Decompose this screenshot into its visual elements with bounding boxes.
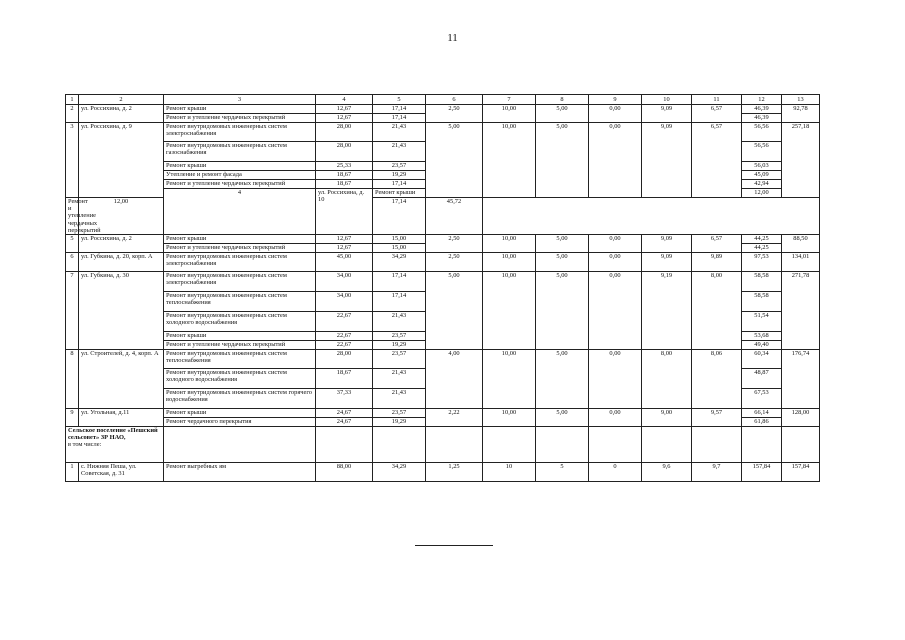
work-type-cell: Ремонт внутридомовых инженерных систем электроснабжения <box>164 252 316 271</box>
value-cell-col5: 17,14 <box>373 198 426 235</box>
value-cell-col6: 5,00 <box>426 123 483 198</box>
column-header: 13 <box>782 95 820 105</box>
value-cell-col12: 51,54 <box>742 311 782 331</box>
value-cell-col12: 97,53 <box>742 252 782 271</box>
value-cell-col4: 12,67 <box>316 234 373 243</box>
empty-cell <box>483 426 536 462</box>
address-cell: ул. Россихина, д. 2 <box>79 105 164 123</box>
value-cell-col7: 10 <box>483 462 536 481</box>
address-cell: ул. Россихина, д. 2 <box>79 234 164 252</box>
value-cell-col12: 44,25 <box>742 243 782 252</box>
value-cell-col6: 1,25 <box>426 462 483 481</box>
value-cell-col12: 53,68 <box>742 331 782 340</box>
table-row <box>66 105 820 114</box>
value-cell-col12: 60,34 <box>742 349 782 368</box>
value-cell-col10: 9,09 <box>642 105 692 123</box>
value-cell-col11: 8,06 <box>692 349 742 408</box>
empty-cell <box>536 426 589 462</box>
value-cell-col4: 34,00 <box>316 291 373 311</box>
work-type-cell: Утепление и ремонт фасада <box>164 171 316 180</box>
value-cell-col5: 17,14 <box>373 105 426 114</box>
work-type-cell: Ремонт и утепление чердачных перекрытий <box>164 114 316 123</box>
value-cell-col10: 9,09 <box>642 123 692 198</box>
value-cell-col4: 28,00 <box>316 349 373 368</box>
value-cell-col12: 66,14 <box>742 408 782 417</box>
value-cell-col9: 0,00 <box>589 123 642 198</box>
value-cell-col5: 21,43 <box>373 142 426 162</box>
value-cell-col4: 37,33 <box>316 388 373 408</box>
renovation-table <box>65 94 820 482</box>
value-cell-col5: 17,14 <box>373 180 426 189</box>
table-row <box>66 408 820 417</box>
value-cell-col11: 8,00 <box>692 271 742 349</box>
value-cell-col4: 12,67 <box>316 105 373 114</box>
work-type-cell: Ремонт и утепление чердачных перекрытий <box>164 243 316 252</box>
work-type-cell: Ремонт выгребных ям <box>164 462 316 481</box>
value-cell-col5: 23,57 <box>373 349 426 368</box>
value-cell-col8: 5 <box>536 462 589 481</box>
work-type-cell: Ремонт внутридомовых инженерных систем теплоснабжения <box>164 291 316 311</box>
value-cell-col9: 0 <box>589 462 642 481</box>
value-cell-col12: 58,58 <box>742 291 782 311</box>
value-cell-col12: 46,39 <box>742 105 782 114</box>
value-cell-col11: 6,57 <box>692 123 742 198</box>
value-cell-col5: 23,57 <box>373 162 426 171</box>
value-cell-col10: 9,09 <box>642 234 692 252</box>
value-cell-col5: 21,43 <box>373 368 426 388</box>
value-cell-col6: 2,50 <box>426 252 483 271</box>
value-cell-col9: 0,00 <box>589 234 642 252</box>
value-cell-col5: 17,14 <box>373 114 426 123</box>
total-cell: 257,18 <box>782 123 820 198</box>
column-header: 1 <box>66 95 79 105</box>
value-cell-col11: 9,57 <box>692 408 742 426</box>
row-number: 1 <box>66 462 79 481</box>
value-cell-col11: 6,57 <box>692 105 742 123</box>
work-type-cell: Ремонт и утепление чердачных перекрытий <box>164 180 316 189</box>
value-cell-col5: 19,29 <box>373 340 426 349</box>
empty-cell <box>316 426 373 462</box>
value-cell-col5: 19,29 <box>373 171 426 180</box>
value-cell-col8: 5,00 <box>536 234 589 252</box>
work-type-cell: Ремонт и утепление чердачных перекрытий <box>164 340 316 349</box>
work-type-cell: Ремонт внутридомовых инженерных систем горячего водоснабжения <box>164 388 316 408</box>
address-cell: ул. Строителей, д. 4, корп. А <box>79 349 164 408</box>
address-cell: ул. Губкина, д. 20, корп. А <box>79 252 164 271</box>
column-header: 7 <box>483 95 536 105</box>
value-cell-col5: 34,29 <box>373 462 426 481</box>
empty-cell <box>642 426 692 462</box>
row-number: 8 <box>66 349 79 408</box>
value-cell-col4: 24,67 <box>316 417 373 426</box>
value-cell-col10: 8,00 <box>642 349 692 408</box>
value-cell-col12: 58,58 <box>742 271 782 291</box>
header-row <box>66 95 820 105</box>
value-cell-col10: 9,09 <box>642 252 692 271</box>
work-type-cell: Ремонт крыши <box>164 105 316 114</box>
work-type-cell: Ремонт крыши <box>164 331 316 340</box>
value-cell-col9: 0,00 <box>589 408 642 426</box>
value-cell-col12: 61,86 <box>742 417 782 426</box>
value-cell-col10: 9,6 <box>642 462 692 481</box>
value-cell-col10: 9,00 <box>642 408 692 426</box>
column-header: 11 <box>692 95 742 105</box>
value-cell-col9: 0,00 <box>589 271 642 349</box>
work-type-cell: Ремонт крыши <box>164 408 316 417</box>
work-type-cell: Ремонт внутридомовых инженерных систем холодного водоснабжения <box>164 368 316 388</box>
column-header: 5 <box>373 95 426 105</box>
work-type-cell: Ремонт и утепление чердачных перекрытий <box>66 198 79 235</box>
work-type-cell: Ремонт внутридомовых инженерных систем холодного водоснабжения <box>164 311 316 331</box>
value-cell-col6: 4,00 <box>426 349 483 408</box>
value-cell-col4: 88,00 <box>316 462 373 481</box>
value-cell-col7: 10,00 <box>483 252 536 271</box>
table-row <box>66 349 820 368</box>
value-cell-col5: 15,00 <box>373 234 426 243</box>
address-cell: ул. Россихина, д. 9 <box>79 123 164 198</box>
total-cell: 92,78 <box>782 105 820 123</box>
empty-cell <box>782 426 820 462</box>
column-header: 10 <box>642 95 692 105</box>
value-cell-col5: 17,14 <box>373 291 426 311</box>
total-cell: 134,01 <box>782 252 820 271</box>
value-cell-col12: 157,84 <box>742 462 782 481</box>
page-number: 11 <box>447 32 458 44</box>
section-title-cell <box>66 426 164 462</box>
section-row <box>66 426 820 462</box>
value-cell-col6: 2,22 <box>426 408 483 426</box>
value-cell-col9: 0,00 <box>589 349 642 408</box>
value-cell-col5: 17,14 <box>373 271 426 291</box>
value-cell-col12: 42,94 <box>742 180 782 189</box>
row-number: 6 <box>66 252 79 271</box>
value-cell-col5: 21,43 <box>373 388 426 408</box>
empty-cell <box>692 426 742 462</box>
address-cell: ул. Россихина, д. 10 <box>316 189 373 235</box>
column-header: 2 <box>79 95 164 105</box>
value-cell-col8: 5,00 <box>536 105 589 123</box>
value-cell-col8: 5,00 <box>536 408 589 426</box>
row-number: 4 <box>164 189 316 235</box>
value-cell-col4: 18,67 <box>316 180 373 189</box>
table-body <box>66 95 820 482</box>
row-number: 5 <box>66 234 79 252</box>
value-cell-col9: 0,00 <box>589 105 642 123</box>
work-type-cell: Ремонт внутридомовых инженерных систем газоснабжения <box>164 142 316 162</box>
work-type-cell: Ремонт крыши <box>164 234 316 243</box>
empty-cell <box>426 426 483 462</box>
value-cell-col4: 18,67 <box>316 171 373 180</box>
work-type-cell: Ремонт внутридомовых инженерных систем теплоснабжения <box>164 349 316 368</box>
address-cell: ул. Угольная, д.11 <box>79 408 164 426</box>
value-cell-col4: 12,00 <box>79 198 164 235</box>
empty-cell <box>373 426 426 462</box>
value-cell-col6: 5,00 <box>426 271 483 349</box>
value-cell-col7: 10,00 <box>483 123 536 198</box>
value-cell-col4: 28,00 <box>316 142 373 162</box>
value-cell-col4: 22,67 <box>316 340 373 349</box>
value-cell-col8: 5,00 <box>536 271 589 349</box>
value-cell-col5: 23,57 <box>373 408 426 417</box>
work-type-cell: Ремонт крыши <box>164 162 316 171</box>
value-cell-col11: 9,7 <box>692 462 742 481</box>
value-cell-col11: 6,57 <box>692 234 742 252</box>
column-header: 12 <box>742 95 782 105</box>
column-header: 8 <box>536 95 589 105</box>
value-cell-col6: 2,50 <box>426 234 483 252</box>
value-cell-col12: 45,72 <box>426 198 483 235</box>
value-cell-col12: 49,40 <box>742 340 782 349</box>
value-cell-col4: 28,00 <box>316 123 373 142</box>
footer-divider <box>415 545 493 546</box>
value-cell-col12: 45,09 <box>742 171 782 180</box>
value-cell-col12: 44,25 <box>742 234 782 243</box>
value-cell-col12: 48,87 <box>742 368 782 388</box>
value-cell-col5: 21,43 <box>373 123 426 142</box>
value-cell-col7: 10,00 <box>483 271 536 349</box>
empty-cell <box>589 426 642 462</box>
value-cell-col4: 12,00 <box>742 189 782 198</box>
value-cell-col4: 22,67 <box>316 311 373 331</box>
value-cell-col7: 10,00 <box>483 349 536 408</box>
table-row <box>66 271 820 291</box>
column-header: 9 <box>589 95 642 105</box>
value-cell-col7: 10,00 <box>483 408 536 426</box>
value-cell-col12: 67,53 <box>742 388 782 408</box>
value-cell-col10: 9,19 <box>642 271 692 349</box>
value-cell-col8: 5,00 <box>536 252 589 271</box>
table-row <box>66 234 820 243</box>
total-cell: 88,50 <box>782 234 820 252</box>
value-cell-col12: 56,56 <box>742 142 782 162</box>
value-cell-col5: 19,29 <box>373 417 426 426</box>
work-type-cell: Ремонт чердачного перекрытия <box>164 417 316 426</box>
value-cell-col8: 5,00 <box>536 123 589 198</box>
value-cell-col12: 46,39 <box>742 114 782 123</box>
column-header: 4 <box>316 95 373 105</box>
work-type-cell: Ремонт внутридомовых инженерных систем электроснабжения <box>164 123 316 142</box>
address-cell: ул. Губкина, д. 30 <box>79 271 164 349</box>
value-cell-col4: 34,00 <box>316 271 373 291</box>
value-cell-col13: 157,84 <box>782 462 820 481</box>
value-cell-col11: 9,89 <box>692 252 742 271</box>
column-header: 3 <box>164 95 316 105</box>
value-cell-col4: 25,33 <box>316 162 373 171</box>
value-cell-col8: 5,00 <box>536 349 589 408</box>
value-cell-col7: 10,00 <box>483 234 536 252</box>
total-cell: 271,78 <box>782 271 820 349</box>
value-cell-col4: 45,00 <box>316 252 373 271</box>
value-cell-col6: 2,50 <box>426 105 483 123</box>
value-cell-col5: 15,00 <box>373 243 426 252</box>
value-cell-col5: 34,29 <box>373 252 426 271</box>
section-title: Сельское поселение «Пешский сельсовет» ЗР НАО, <box>68 426 158 442</box>
empty-cell <box>164 426 316 462</box>
address-cell: с. Нижняя Пеша, ул. Советская, д. 31 <box>79 462 164 481</box>
value-cell-col5: 21,43 <box>373 311 426 331</box>
row-number: 3 <box>66 123 79 198</box>
section-subtitle: в том числе: <box>68 441 102 449</box>
value-cell-col4: 12,67 <box>316 114 373 123</box>
value-cell-col7: 10,00 <box>483 105 536 123</box>
total-cell: 128,00 <box>782 408 820 426</box>
total-cell: 176,74 <box>782 349 820 408</box>
value-cell-col4: 12,67 <box>316 243 373 252</box>
value-cell-col4: 22,67 <box>316 331 373 340</box>
value-cell-col4: 18,67 <box>316 368 373 388</box>
work-type-cell: Ремонт крыши <box>373 189 426 198</box>
value-cell-col9: 0,00 <box>589 252 642 271</box>
row-number: 7 <box>66 271 79 349</box>
table-row <box>66 252 820 271</box>
value-cell-col4: 24,67 <box>316 408 373 417</box>
row-number: 9 <box>66 408 79 426</box>
table-row <box>66 462 820 481</box>
row-number: 2 <box>66 105 79 123</box>
column-header: 6 <box>426 95 483 105</box>
value-cell-col5: 23,57 <box>373 331 426 340</box>
value-cell-col12: 56,03 <box>742 162 782 171</box>
table-row <box>66 123 820 142</box>
work-type-cell: Ремонт внутридомовых инженерных систем электроснабжения <box>164 271 316 291</box>
empty-cell <box>742 426 782 462</box>
value-cell-col12: 56,56 <box>742 123 782 142</box>
